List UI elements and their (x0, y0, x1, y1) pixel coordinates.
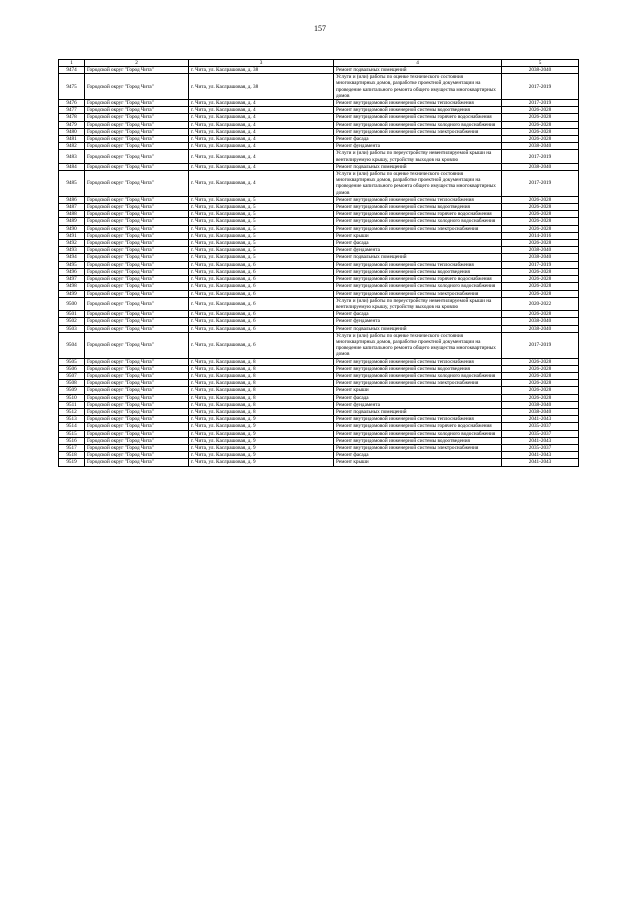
table-row (59, 372, 579, 379)
row-number-cell: 9492 (59, 240, 85, 247)
table-row (59, 247, 579, 254)
work-type-cell: Ремонт фундамента (334, 247, 502, 254)
address-cell: г. Чита, ул. Каслрашовая, д. 9 (189, 423, 334, 430)
address-cell: г. Чита, ул. Каслрашовая, д. 8 (189, 387, 334, 394)
row-number-cell: 9499 (59, 290, 85, 297)
period-cell: 2038-2040 (502, 143, 579, 150)
address-cell: г. Чита, ул. Каслрашовая, д. 5 (189, 196, 334, 203)
work-type-cell: Ремонт подвальных помещений (334, 325, 502, 332)
work-type-cell: Ремонт крыши (334, 387, 502, 394)
table-row (59, 365, 579, 372)
address-cell: г. Чита, ул. Каслрашовая, д. 6 (189, 261, 334, 268)
address-cell: г. Чита, ул. Каслрашовая, д. 6 (189, 283, 334, 290)
work-type-cell: Ремонт внутридомовой инженерной системы теплоснабжения (334, 196, 502, 203)
table-row (59, 318, 579, 325)
municipality-cell: Городской округ "Город Чита" (85, 218, 189, 225)
row-number-cell: 9513 (59, 416, 85, 423)
municipality-cell: Городской округ "Город Чита" (85, 74, 189, 100)
municipality-cell: Городской округ "Город Чита" (85, 254, 189, 261)
address-cell: г. Чита, ул. Каслрашовая, д. 9 (189, 437, 334, 444)
table-row (59, 211, 579, 218)
period-cell: 2026-2028 (502, 121, 579, 128)
period-cell: 2026-2028 (502, 380, 579, 387)
table-row (59, 311, 579, 318)
period-cell: 2026-2028 (502, 365, 579, 372)
address-cell: г. Чита, ул. Каслрашовая, д. 8 (189, 365, 334, 372)
period-cell: 2026-2028 (502, 128, 579, 135)
municipality-cell: Городской округ "Город Чита" (85, 416, 189, 423)
municipality-cell: Городской округ "Город Чита" (85, 107, 189, 114)
work-type-cell: Ремонт внутридомовой инженерной системы горячего водоснабжения (334, 211, 502, 218)
period-cell: 2026-2028 (502, 204, 579, 211)
period-cell: 2038-2040 (502, 318, 579, 325)
municipality-cell: Городской округ "Город Чита" (85, 225, 189, 232)
work-type-cell: Ремонт внутридомовой инженерной системы теплоснабжения (334, 358, 502, 365)
table-row (59, 74, 579, 100)
work-type-cell: Услуги и (или) работы по оценке технического состояния многоквартирных домов, разработке проектной документации на проведение капитального ремонта общего имущества многоквартирных домов (334, 171, 502, 197)
municipality-cell: Городской округ "Город Чита" (85, 387, 189, 394)
address-cell: г. Чита, ул. Каслрашовая, д. 9 (189, 416, 334, 423)
period-cell: 2041-2043 (502, 459, 579, 466)
work-type-cell: Ремонт подвальных помещений (334, 408, 502, 415)
row-number-cell: 9509 (59, 387, 85, 394)
period-cell: 2017-2019 (502, 332, 579, 358)
municipality-cell: Городской округ "Город Чита" (85, 121, 189, 128)
municipality-cell: Городской округ "Город Чита" (85, 261, 189, 268)
table-row (59, 218, 579, 225)
table-row (59, 437, 579, 444)
address-cell: г. Чита, ул. Каслрашовая, д. 4 (189, 150, 334, 163)
municipality-cell: Городской округ "Город Чита" (85, 297, 189, 310)
municipality-cell: Городской округ "Город Чита" (85, 150, 189, 163)
work-type-cell: Ремонт внутридомовой инженерной системы водоотведения (334, 204, 502, 211)
table-row (59, 114, 579, 121)
work-type-cell: Ремонт фасада (334, 136, 502, 143)
municipality-cell: Городской округ "Город Чита" (85, 276, 189, 283)
municipality-cell: Городской округ "Город Чита" (85, 196, 189, 203)
work-type-cell: Ремонт внутридомовой инженерной системы горячего водоснабжения (334, 423, 502, 430)
address-cell: г. Чита, ул. Каслрашовая, д. 9 (189, 459, 334, 466)
work-type-cell: Ремонт внутридомовой инженерной системы теплоснабжения (334, 261, 502, 268)
period-cell: 2035-2037 (502, 423, 579, 430)
row-number-cell: 9500 (59, 297, 85, 310)
table-row (59, 408, 579, 415)
table-row (59, 332, 579, 358)
period-cell: 2026-2028 (502, 311, 579, 318)
period-cell: 2041-2043 (502, 437, 579, 444)
address-cell: г. Чита, ул. Каслрашовая, д. 4 (189, 171, 334, 197)
municipality-cell: Городской округ "Город Чита" (85, 358, 189, 365)
work-type-cell: Услуги и (или) работы по переустройству невентилируемой крыши на вентилируемую крышу, устройству выходов на кровлю (334, 297, 502, 310)
row-number-cell: 9489 (59, 218, 85, 225)
work-type-cell: Ремонт подвальных помещений (334, 67, 502, 74)
address-cell: г. Чита, ул. Каслрашовая, д. 6 (189, 332, 334, 358)
row-number-cell: 9505 (59, 358, 85, 365)
row-number-cell: 9518 (59, 452, 85, 459)
header-cell: 5 (502, 60, 579, 67)
work-type-cell: Услуги и (или) работы по оценке технического состояния многоквартирных домов, разработке проектной документации на проведение капитального ремонта общего имущества многоквартирных домов (334, 74, 502, 100)
address-cell: г. Чита, ул. Каслрашовая, д. 6 (189, 290, 334, 297)
work-type-cell: Ремонт внутридомовой инженерной системы холодного водоснабжения (334, 283, 502, 290)
work-type-cell: Ремонт внутридомовой инженерной системы электроснабжения (334, 380, 502, 387)
municipality-cell: Городской округ "Город Чита" (85, 67, 189, 74)
header-cell: 1 (59, 60, 85, 67)
municipality-cell: Городской округ "Город Чита" (85, 100, 189, 107)
work-type-cell: Ремонт подвальных помещений (334, 163, 502, 170)
period-cell: 2041-2043 (502, 416, 579, 423)
municipality-cell: Городской округ "Город Чита" (85, 444, 189, 451)
address-cell: г. Чита, ул. Каслрашовая, д. 4 (189, 114, 334, 121)
row-number-cell: 9481 (59, 136, 85, 143)
period-cell: 2017-2019 (502, 261, 579, 268)
period-cell: 2026-2028 (502, 276, 579, 283)
table-row (59, 254, 579, 261)
municipality-cell: Городской округ "Город Чита" (85, 430, 189, 437)
address-cell: г. Чита, ул. Каслрашовая, д. 5 (189, 218, 334, 225)
table-row (59, 232, 579, 239)
period-cell: 2017-2019 (502, 150, 579, 163)
address-cell: г. Чита, ул. Каслрашовая, д. 8 (189, 401, 334, 408)
row-number-cell: 9504 (59, 332, 85, 358)
table-row (59, 240, 579, 247)
address-cell: г. Чита, ул. Каслрашовая, д. 8 (189, 372, 334, 379)
address-cell: г. Чита, ул. Каслрашовая, д. 9 (189, 444, 334, 451)
address-cell: г. Чита, ул. Каслрашовая, д. 6 (189, 268, 334, 275)
work-type-cell: Ремонт крыши (334, 459, 502, 466)
work-type-cell: Ремонт внутридомовой инженерной системы водоотведения (334, 365, 502, 372)
row-number-cell: 9507 (59, 372, 85, 379)
address-cell: г. Чита, ул. Каслрашовая, д. 6 (189, 325, 334, 332)
row-number-cell: 9474 (59, 67, 85, 74)
period-cell: 2026-2028 (502, 372, 579, 379)
row-number-cell: 9501 (59, 311, 85, 318)
table-row (59, 358, 579, 365)
table-row (59, 261, 579, 268)
work-type-cell: Ремонт внутридомовой инженерной системы горячего водоснабжения (334, 114, 502, 121)
table-row (59, 416, 579, 423)
row-number-cell: 9476 (59, 100, 85, 107)
table-row (59, 107, 579, 114)
row-number-cell: 9515 (59, 430, 85, 437)
table-row (59, 268, 579, 275)
row-number-cell: 9514 (59, 423, 85, 430)
municipality-cell: Городской округ "Город Чита" (85, 240, 189, 247)
row-number-cell: 9506 (59, 365, 85, 372)
work-type-cell: Ремонт внутридомовой инженерной системы водоотведения (334, 437, 502, 444)
period-cell: 2017-2019 (502, 74, 579, 100)
municipality-cell: Городской округ "Город Чита" (85, 136, 189, 143)
work-type-cell: Ремонт внутридомовой инженерной системы холодного водоснабжения (334, 121, 502, 128)
period-cell: 2026-2028 (502, 136, 579, 143)
municipality-cell: Городской округ "Город Чита" (85, 372, 189, 379)
municipality-cell: Городской округ "Город Чита" (85, 114, 189, 121)
municipality-cell: Городской округ "Город Чита" (85, 171, 189, 197)
period-cell: 2017-2019 (502, 100, 579, 107)
work-type-cell: Ремонт внутридомовой инженерной системы электроснабжения (334, 444, 502, 451)
period-cell: 2026-2028 (502, 218, 579, 225)
municipality-cell: Городской округ "Город Чита" (85, 232, 189, 239)
address-cell: г. Чита, ул. Каслрашовая, д. 6 (189, 297, 334, 310)
table-row (59, 67, 579, 74)
table-row (59, 290, 579, 297)
table-row (59, 204, 579, 211)
work-type-cell: Ремонт внутридомовой инженерной системы теплоснабжения (334, 416, 502, 423)
row-number-cell: 9487 (59, 204, 85, 211)
row-number-cell: 9497 (59, 276, 85, 283)
municipality-cell: Городской округ "Город Чита" (85, 268, 189, 275)
table-row (59, 452, 579, 459)
work-type-cell: Ремонт подвальных помещений (334, 254, 502, 261)
table-row (59, 225, 579, 232)
row-number-cell: 9498 (59, 283, 85, 290)
table-row (59, 394, 579, 401)
table-header-row (59, 60, 579, 67)
row-number-cell: 9511 (59, 401, 85, 408)
table-row (59, 444, 579, 451)
address-cell: г. Чита, ул. Каслрашовая, д. 5 (189, 232, 334, 239)
address-cell: г. Чита, ул. Каслрашовая, д. 4 (189, 163, 334, 170)
table-row (59, 297, 579, 310)
municipality-cell: Городской округ "Город Чита" (85, 423, 189, 430)
work-type-cell: Ремонт фасада (334, 452, 502, 459)
municipality-cell: Городской округ "Город Чита" (85, 394, 189, 401)
work-type-cell: Ремонт внутридомовой инженерной системы электроснабжения (334, 128, 502, 135)
municipality-cell: Городской округ "Город Чита" (85, 380, 189, 387)
work-type-cell: Ремонт фасада (334, 311, 502, 318)
municipality-cell: Городской округ "Город Чита" (85, 437, 189, 444)
work-type-cell: Ремонт фасада (334, 394, 502, 401)
address-cell: г. Чита, ул. Каслрашовая, д. 6 (189, 276, 334, 283)
work-type-cell: Ремонт внутридомовой инженерной системы холодного водоснабжения (334, 430, 502, 437)
row-number-cell: 9480 (59, 128, 85, 135)
period-cell: 2026-2028 (502, 107, 579, 114)
work-type-cell: Ремонт внутридомовой инженерной системы водоотведения (334, 268, 502, 275)
row-number-cell: 9482 (59, 143, 85, 150)
municipality-cell: Городской округ "Город Чита" (85, 128, 189, 135)
row-number-cell: 9494 (59, 254, 85, 261)
address-cell: г. Чита, ул. Каслрашовая, д. 4 (189, 100, 334, 107)
period-cell: 2026-2028 (502, 387, 579, 394)
row-number-cell: 9503 (59, 325, 85, 332)
table-row (59, 459, 579, 466)
row-number-cell: 9496 (59, 268, 85, 275)
table-body (59, 60, 579, 467)
row-number-cell: 9475 (59, 74, 85, 100)
table-row (59, 325, 579, 332)
municipality-cell: Городской округ "Город Чита" (85, 311, 189, 318)
table-row (59, 150, 579, 163)
address-cell: г. Чита, ул. Каслрашовая, д. 6 (189, 311, 334, 318)
municipality-cell: Городской округ "Город Чита" (85, 459, 189, 466)
municipality-cell: Городской округ "Город Чита" (85, 365, 189, 372)
address-cell: г. Чита, ул. Каслрашовая, д. 4 (189, 128, 334, 135)
table-row (59, 430, 579, 437)
row-number-cell: 9486 (59, 196, 85, 203)
table-row (59, 121, 579, 128)
table-row (59, 276, 579, 283)
address-cell: г. Чита, ул. Каслрашовая, д. 4 (189, 136, 334, 143)
row-number-cell: 9495 (59, 261, 85, 268)
period-cell: 2017-2019 (502, 171, 579, 197)
table-row (59, 171, 579, 197)
address-cell: г. Чита, ул. Каслрашовая, д. 38 (189, 67, 334, 74)
period-cell: 2041-2043 (502, 452, 579, 459)
table-row (59, 196, 579, 203)
row-number-cell: 9493 (59, 247, 85, 254)
register-table (58, 59, 579, 467)
period-cell: 2035-2037 (502, 430, 579, 437)
address-cell: г. Чита, ул. Каслрашовая, д. 38 (189, 74, 334, 100)
period-cell: 2035-2037 (502, 444, 579, 451)
period-cell: 2014-2016 (502, 232, 579, 239)
municipality-cell: Городской округ "Город Чита" (85, 283, 189, 290)
period-cell: 2026-2028 (502, 283, 579, 290)
row-number-cell: 9479 (59, 121, 85, 128)
period-cell: 2026-2028 (502, 240, 579, 247)
work-type-cell: Ремонт фундамента (334, 401, 502, 408)
row-number-cell: 9519 (59, 459, 85, 466)
work-type-cell: Ремонт внутридомовой инженерной системы электроснабжения (334, 290, 502, 297)
row-number-cell: 9512 (59, 408, 85, 415)
table-row (59, 136, 579, 143)
address-cell: г. Чита, ул. Каслрашовая, д. 4 (189, 107, 334, 114)
work-type-cell: Ремонт внутридомовой инженерной системы холодного водоснабжения (334, 218, 502, 225)
period-cell: 2026-2028 (502, 394, 579, 401)
period-cell: 2026-2028 (502, 290, 579, 297)
work-type-cell: Ремонт крыши (334, 232, 502, 239)
address-cell: г. Чита, ул. Каслрашовая, д. 5 (189, 225, 334, 232)
row-number-cell: 9477 (59, 107, 85, 114)
row-number-cell: 9484 (59, 163, 85, 170)
address-cell: г. Чита, ул. Каслрашовая, д. 5 (189, 240, 334, 247)
row-number-cell: 9510 (59, 394, 85, 401)
period-cell: 2026-2028 (502, 225, 579, 232)
work-type-cell: Ремонт фундамента (334, 318, 502, 325)
address-cell: г. Чита, ул. Каслрашовая, д. 9 (189, 452, 334, 459)
table-row (59, 387, 579, 394)
page-number: 157 (314, 24, 326, 33)
municipality-cell: Городской округ "Город Чита" (85, 211, 189, 218)
address-cell: г. Чита, ул. Каслрашовая, д. 8 (189, 394, 334, 401)
address-cell: г. Чита, ул. Каслрашовая, д. 5 (189, 247, 334, 254)
address-cell: г. Чита, ул. Каслрашовая, д. 5 (189, 254, 334, 261)
row-number-cell: 9490 (59, 225, 85, 232)
table-row (59, 100, 579, 107)
table-row (59, 423, 579, 430)
row-number-cell: 9485 (59, 171, 85, 197)
period-cell: 2020-2022 (502, 297, 579, 310)
header-cell: 2 (85, 60, 189, 67)
row-number-cell: 9508 (59, 380, 85, 387)
work-type-cell: Ремонт фасада (334, 240, 502, 247)
table-row (59, 128, 579, 135)
work-type-cell: Ремонт внутридомовой инженерной системы холодного водоснабжения (334, 372, 502, 379)
row-number-cell: 9517 (59, 444, 85, 451)
address-cell: г. Чита, ул. Каслрашовая, д. 8 (189, 408, 334, 415)
row-number-cell: 9488 (59, 211, 85, 218)
work-type-cell: Ремонт фундамента (334, 143, 502, 150)
table-row (59, 143, 579, 150)
address-cell: г. Чита, ул. Каслрашовая, д. 5 (189, 204, 334, 211)
period-cell: 2038-2040 (502, 163, 579, 170)
period-cell: 2038-2040 (502, 67, 579, 74)
period-cell: 2038-2040 (502, 401, 579, 408)
row-number-cell: 9502 (59, 318, 85, 325)
row-number-cell: 9516 (59, 437, 85, 444)
work-type-cell: Услуги и (или) работы по оценке технического состояния многоквартирных домов, разработке проектной документации на проведение капитального ремонта общего имущества многоквартирных домов (334, 332, 502, 358)
work-type-cell: Ремонт внутридомовой инженерной системы электроснабжения (334, 225, 502, 232)
municipality-cell: Городской округ "Город Чита" (85, 318, 189, 325)
address-cell: г. Чита, ул. Каслрашовая, д. 8 (189, 358, 334, 365)
municipality-cell: Городской округ "Город Чита" (85, 332, 189, 358)
work-type-cell: Ремонт внутридомовой инженерной системы горячего водоснабжения (334, 276, 502, 283)
header-cell: 3 (189, 60, 334, 67)
period-cell: 2026-2028 (502, 358, 579, 365)
period-cell: 2026-2028 (502, 211, 579, 218)
work-type-cell: Ремонт внутридомовой инженерной системы теплоснабжения (334, 100, 502, 107)
address-cell: г. Чита, ул. Каслрашовая, д. 8 (189, 380, 334, 387)
table-row (59, 163, 579, 170)
table-row (59, 401, 579, 408)
address-cell: г. Чита, ул. Каслрашовая, д. 4 (189, 143, 334, 150)
period-cell: 2038-2040 (502, 247, 579, 254)
header-cell: 4 (334, 60, 502, 67)
table-row (59, 380, 579, 387)
period-cell: 2026-2028 (502, 196, 579, 203)
municipality-cell: Городской округ "Город Чита" (85, 325, 189, 332)
period-cell: 2038-2040 (502, 408, 579, 415)
address-cell: г. Чита, ул. Каслрашовая, д. 9 (189, 430, 334, 437)
table-row (59, 283, 579, 290)
municipality-cell: Городской округ "Город Чита" (85, 204, 189, 211)
period-cell: 2026-2028 (502, 268, 579, 275)
address-cell: г. Чита, ул. Каслрашовая, д. 5 (189, 211, 334, 218)
row-number-cell: 9491 (59, 232, 85, 239)
municipality-cell: Городской округ "Город Чита" (85, 408, 189, 415)
municipality-cell: Городской округ "Город Чита" (85, 290, 189, 297)
municipality-cell: Городской округ "Город Чита" (85, 452, 189, 459)
period-cell: 2026-2028 (502, 114, 579, 121)
row-number-cell: 9478 (59, 114, 85, 121)
row-number-cell: 9483 (59, 150, 85, 163)
work-type-cell: Ремонт внутридомовой инженерной системы водоотведения (334, 107, 502, 114)
period-cell: 2038-2040 (502, 325, 579, 332)
municipality-cell: Городской округ "Город Чита" (85, 143, 189, 150)
municipality-cell: Городской округ "Город Чита" (85, 163, 189, 170)
municipality-cell: Городской округ "Город Чита" (85, 401, 189, 408)
work-type-cell: Услуги и (или) работы по переустройству невентилируемой крыши на вентилируемую крышу, устройству выходов на кровлю (334, 150, 502, 163)
address-cell: г. Чита, ул. Каслрашовая, д. 4 (189, 121, 334, 128)
municipality-cell: Городской округ "Город Чита" (85, 247, 189, 254)
address-cell: г. Чита, ул. Каслрашовая, д. 6 (189, 318, 334, 325)
period-cell: 2038-2040 (502, 254, 579, 261)
